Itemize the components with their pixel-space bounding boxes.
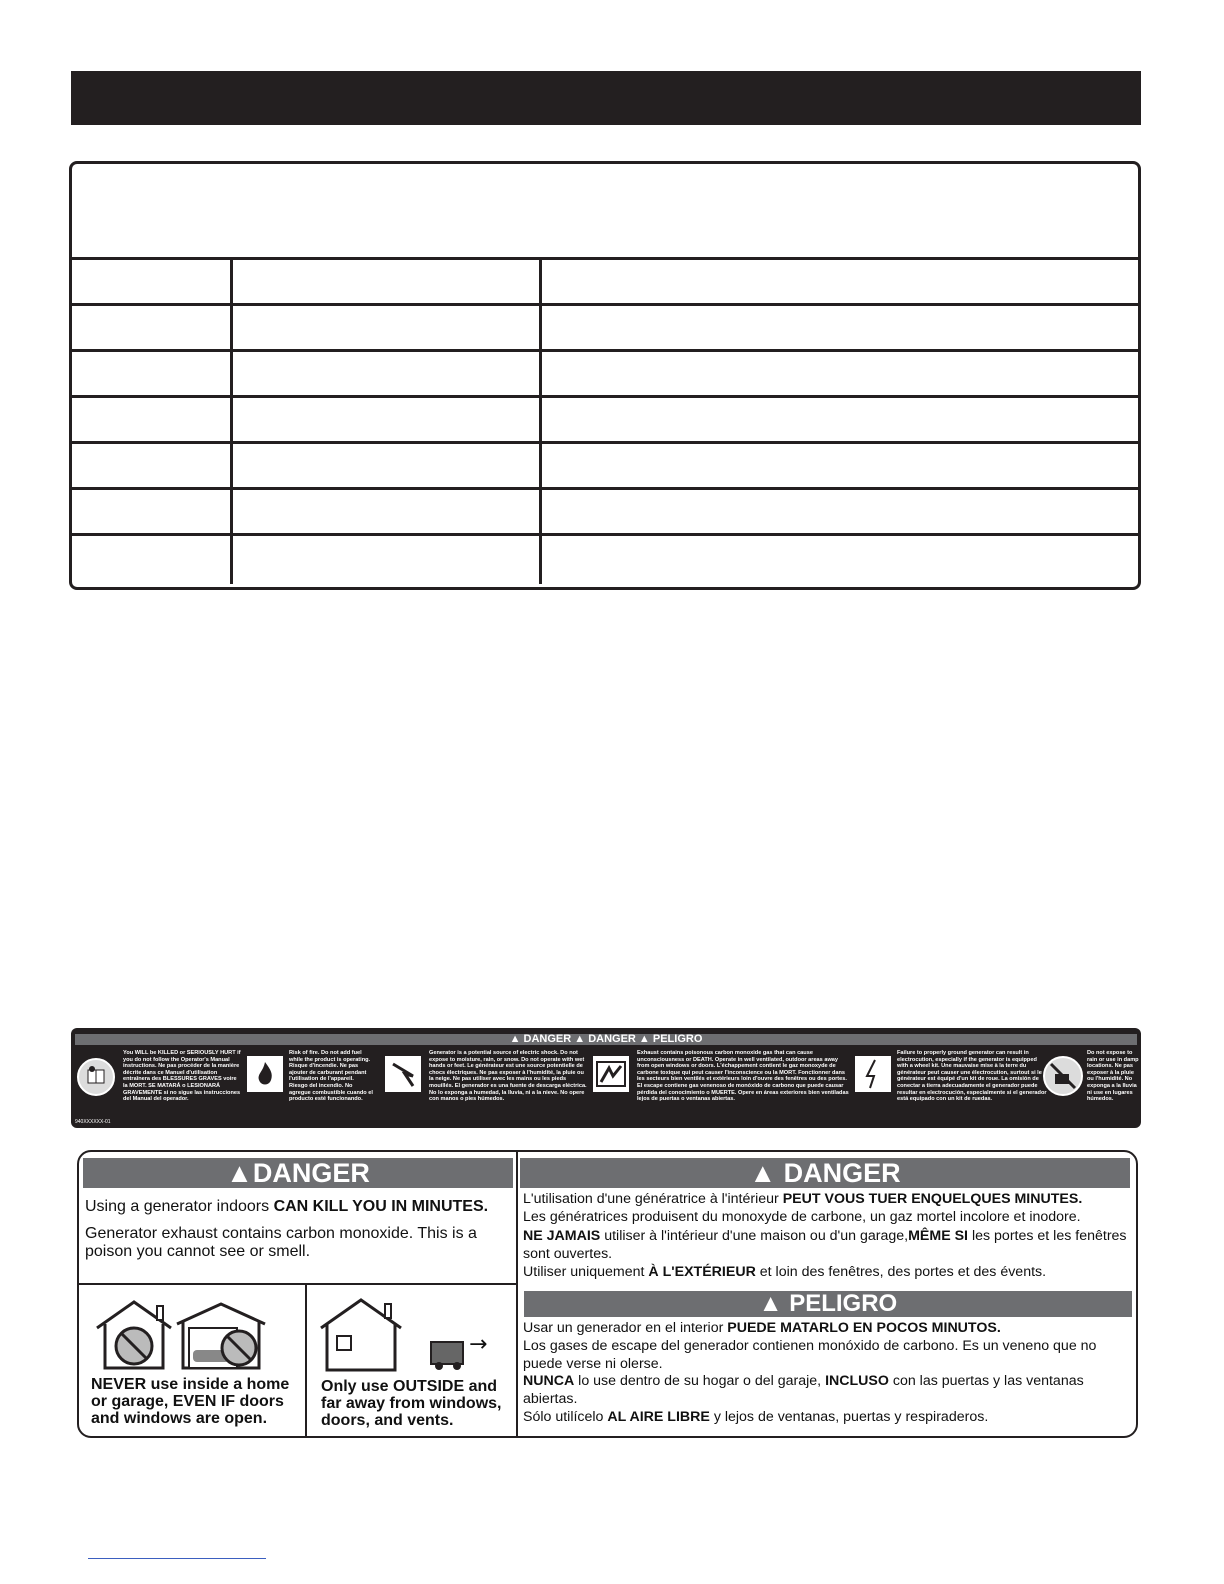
footer-rule — [88, 1558, 266, 1559]
warning-strip-label — [71, 1028, 1141, 1128]
house-outline-icon — [319, 1298, 403, 1372]
co-danger-label — [77, 1150, 1138, 1438]
table-row — [72, 490, 1138, 536]
house-no-generator-icon — [93, 1298, 175, 1370]
symbols-table — [69, 161, 1141, 590]
table-row — [72, 536, 1138, 584]
strip-part-code: 940XXXXXX-01 — [75, 1119, 111, 1125]
caption-never-indoors: NEVER use inside a home or garage, EVEN IF doors and windows are open. — [91, 1376, 290, 1427]
table-row — [72, 306, 1138, 352]
strip-panel-exhaust: Exhaust contains poisonous carbon monoxide gas that can cause unconsciousness or DEATH. Operate in well ventilated, outdoor areas away from open windows or doors. L'échappement contient le gaz monoxyde de carbone toxique qui peut causer l'inconscience ou la MORT. Fonctionner dans les secteurs bien ventilés et extérieurs loin d'ouvre des fenêtres ou des portes. El escape contiene gas venenoso de monóxido de carbono que puede causar pérdida del conocimiento o MUERTE. Opere en áreas exteriores bien ventiladas lejos de puertas o ventanas abiertas. — [637, 1050, 849, 1103]
section-header-bar — [71, 71, 1141, 125]
danger-text-en: Using a generator indoors CAN KILL YOU IN MINUTES. Generator exhaust contains carbon monoxide. This is a poison you cannot see or smell. — [85, 1198, 489, 1260]
strip-header: ▲ DANGER ▲ DANGER ▲ PELIGRO — [75, 1034, 1137, 1045]
danger-text-fr: L'utilisation d'une génératrice à l'intérieur PEUT VOUS TUER ENQUELQUES MINUTES. Les génératrices produisent du monoxyde de carbone, un gaz mortel incolore et inodore. NE JAMAIS utiliser à l'intérieur d'une maison ou d'un garage,MÊME SI les portes et les fenêtres sont ouvertes. Utiliser uniquement À L'EXTÉRIEUR et loin des fenêtres, des portes et des évents. — [523, 1191, 1127, 1281]
caption-only-outside: Only use OUTSIDE and far away from windows, doors, and vents. — [321, 1378, 502, 1429]
table-row — [72, 260, 1138, 306]
strip-panel-ground: Failure to properly ground generator can result in electrocution, especially if the generator is equipped with a wheel kit. Une mauvaise mise à la terre du générateur peut causer une électrocution, surtout si le générateur est équipé d'un kit de roue. La omisión de conectar a tierra adecuadamente el generador puede resultar en electrocución, especialmente si el generador está equipado con un kit de ruedas. — [897, 1050, 1047, 1103]
read-manual-icon — [77, 1058, 115, 1096]
strip-panel-shock: Generator is a potential source of electric shock. Do not expose to moisture, rain, or snow. Do not operate with wet hands or feet. Le générateur est une source potentielle de chocs électriques. Ne pas exposer à l'humidité, la pluie ou la neige. Ne pas utiliser avec les mains ou les pieds mouillés. El generador es una fuente de descarga eléctrica. No lo exponga a humedad, la lluvia, ni a la nieve. No opere con manos o pies húmedos. — [429, 1050, 587, 1103]
strip-panel-fire: Risk of fire. Do not add fuel while the product is operating. Risque d'incendie. Ne pas ajouter de carburant pendant l'utilisation de l'appareil. Riesgo del incendio. No agregue combustible cuando el producto esté funcionando. — [289, 1050, 373, 1103]
table-row — [72, 444, 1138, 490]
warning-triangle-icon: ▲ — [758, 1290, 790, 1317]
table-title-area — [72, 164, 1138, 260]
fire-icon — [247, 1056, 283, 1092]
no-rain-icon — [1043, 1056, 1083, 1096]
danger-text-es: Usar un generador en el interior PUEDE MATARLO EN POCOS MINUTOS. Los gases de escape del generador contienen monóxido de carbono. Es un veneno que no puede verse ni olerse. NUNCA lo use dentro de su hogar o del garaje, INCLUSO con las puertas y las ventanas abiertas. Sólo utilícelo AL AIRE LIBRE y lejos de ventanas, puertas y respiraderos. — [523, 1320, 1097, 1425]
table-row — [72, 352, 1138, 398]
danger-header-fr: ▲ DANGER — [520, 1158, 1130, 1188]
strip-panel-manual: You WILL be KILLED or SERIOUSLY HURT if you do not follow the Operator's Manual instructions. Ne pas procéder de la manière décrite dans ce Manuel d'utilisation entraînera des BLESSURES GRAVES voire la MORT. SE MATARÁ o LESIONARÁ GRAVEMENTE si no sigue las instrucciones del Manual del operador. — [123, 1050, 241, 1103]
generator-icon — [427, 1336, 467, 1370]
strip-panel-rain: Do not expose to rain or use in damp locations. Ne pas exposer à la pluie ou l'humidité. No exponga a la lluvia ni use en lugares húmedos. — [1087, 1050, 1139, 1103]
danger-header-es: ▲ PELIGRO — [524, 1291, 1132, 1317]
danger-header-en: ▲DANGER — [83, 1158, 513, 1188]
lightning-icon — [855, 1056, 891, 1092]
warning-triangle-icon: ▲ — [226, 1158, 253, 1188]
exhaust-icon — [593, 1056, 629, 1092]
arrow-right-icon: → — [469, 1332, 488, 1357]
table-row — [72, 398, 1138, 444]
warning-triangle-icon: ▲ — [749, 1158, 784, 1188]
electric-shock-icon — [385, 1056, 421, 1092]
garage-no-generator-icon — [175, 1302, 267, 1370]
